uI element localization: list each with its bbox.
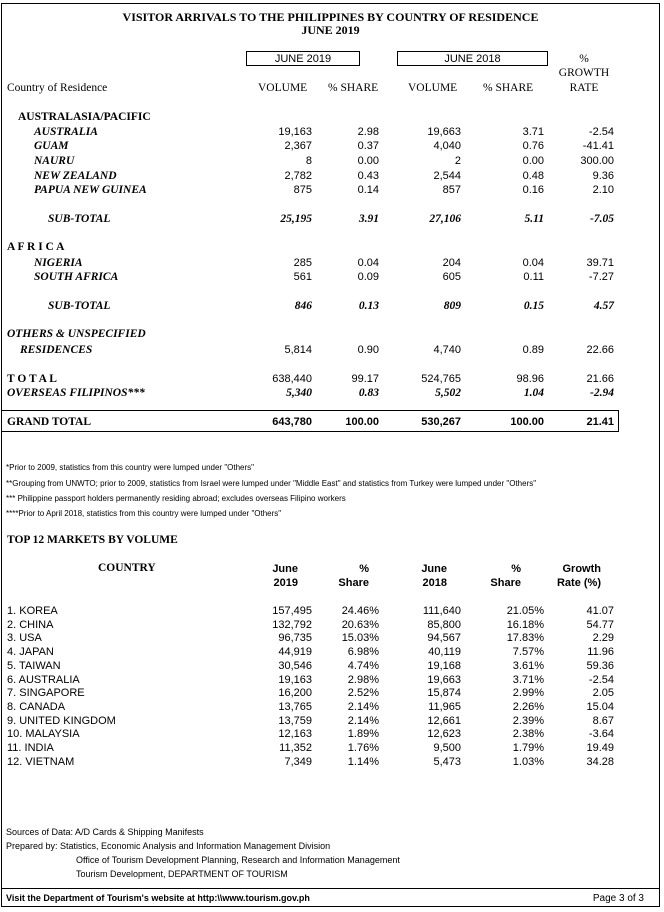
market-growth: 15.04 xyxy=(586,701,614,713)
share-2018: 1.04 xyxy=(523,387,544,399)
market-volume-2019: 157,495 xyxy=(272,605,312,617)
volume-2018: 605 xyxy=(442,271,461,283)
footnote: **Grouping from UNWTO; prior to 2009, statistics from Israel were lumped under "Middle East" and statistics from Turkey were lumped under "Others" xyxy=(6,479,537,488)
market-row xyxy=(2,604,659,618)
table-row xyxy=(2,139,659,153)
sources-line: Sources of Data: A/D Cards & Shipping Manifests xyxy=(6,827,204,837)
others-row xyxy=(2,343,659,357)
market-country: 11. INDIA xyxy=(7,742,54,754)
market-share-2018: 2.39% xyxy=(512,715,544,727)
top12-header-pct-2019: % xyxy=(359,563,369,575)
volume-2018: 857 xyxy=(442,184,461,196)
market-volume-2019: 7,349 xyxy=(284,756,312,768)
share-2018: 5.11 xyxy=(524,213,544,225)
volume-2019: 5,340 xyxy=(286,387,312,399)
market-growth: 59.36 xyxy=(586,660,614,672)
market-share-2019: 1.89% xyxy=(347,728,379,740)
header-growth: GROWTH xyxy=(558,67,610,79)
volume-2019: 8 xyxy=(305,155,312,167)
region-australasia: AUSTRALASIA/PACIFIC xyxy=(18,111,151,123)
growth-rate: 21.41 xyxy=(586,416,614,428)
volume-2019: 5,814 xyxy=(284,344,312,356)
market-volume-2019: 11,352 xyxy=(279,742,312,754)
country-name: AUSTRALIA xyxy=(34,126,98,138)
share-2019: 0.83 xyxy=(358,387,379,399)
share-2018: 0.11 xyxy=(523,271,544,283)
market-volume-2019: 13,765 xyxy=(278,701,312,713)
overseas-filipinos-label: OVERSEAS FILIPINOS*** xyxy=(7,387,145,399)
market-country: 4. JAPAN xyxy=(7,646,54,658)
market-share-2019: 2.14% xyxy=(347,715,379,727)
growth-rate: 9.36 xyxy=(592,170,614,182)
market-volume-2019: 96,735 xyxy=(278,632,312,644)
header-volume-2018: VOLUME xyxy=(408,82,458,94)
total-row xyxy=(2,372,659,386)
subtotal-label: SUB-TOTAL xyxy=(48,213,111,225)
top12-header-growth: Growth xyxy=(562,563,601,575)
share-2018: 0.89 xyxy=(522,344,544,356)
top12-header-pct-2018: % xyxy=(511,563,521,575)
footnote: ****Prior to April 2018, statistics from this country were lumped under "Others" xyxy=(6,509,282,518)
country-name: PAPUA NEW GUINEA xyxy=(34,184,147,196)
volume-2018: 4,040 xyxy=(433,140,461,152)
market-volume-2018: 9,500 xyxy=(433,742,461,754)
volume-2018: 524,765 xyxy=(421,373,461,385)
market-country: 12. VIETNAM xyxy=(7,756,75,768)
growth-rate: -41.41 xyxy=(582,140,614,152)
market-country: 2. CHINA xyxy=(7,619,54,631)
share-2019: 0.09 xyxy=(357,271,379,283)
subtotal-row-africa xyxy=(2,299,659,313)
volume-2019: 2,367 xyxy=(284,140,312,152)
header-june-2018: JUNE 2018 xyxy=(397,51,548,66)
market-volume-2018: 5,473 xyxy=(433,756,461,768)
market-volume-2018: 19,168 xyxy=(427,660,461,672)
market-share-2019: 2.98% xyxy=(347,674,379,686)
share-2018: 0.48 xyxy=(522,170,544,182)
share-2019: 0.04 xyxy=(357,257,379,269)
market-share-2019: 2.52% xyxy=(347,687,379,699)
volume-2019: 2,782 xyxy=(284,170,312,182)
volume-2019: 638,440 xyxy=(272,373,312,385)
top12-header-share-2019: Share xyxy=(338,577,369,589)
share-2019: 2.98 xyxy=(357,126,379,138)
market-volume-2018: 94,567 xyxy=(427,632,461,644)
volume-2018: 809 xyxy=(443,300,461,312)
report-subtitle: JUNE 2019 xyxy=(301,23,360,37)
growth-rate: 21.66 xyxy=(586,373,614,385)
market-row xyxy=(2,659,659,673)
country-name: NIGERIA xyxy=(34,257,83,269)
growth-rate: -2.54 xyxy=(588,126,614,138)
share-2018: 0.76 xyxy=(522,140,544,152)
top12-header-rate: Rate (%) xyxy=(556,577,601,589)
market-share-2018: 2.99% xyxy=(512,687,544,699)
volume-2018: 204 xyxy=(442,257,461,269)
market-share-2018: 1.79% xyxy=(512,742,544,754)
market-share-2018: 21.05% xyxy=(506,605,544,617)
share-2018: 98.96 xyxy=(516,373,544,385)
share-2018: 0.16 xyxy=(522,184,544,196)
volume-2019: 19,163 xyxy=(278,126,312,138)
header-volume-2019: VOLUME xyxy=(258,82,308,94)
top12-header-share-2018: Share xyxy=(490,577,521,589)
volume-2019: 285 xyxy=(293,257,312,269)
market-country: 7. SINGAPORE xyxy=(7,687,85,699)
market-row xyxy=(2,755,659,769)
volume-2018: 19,663 xyxy=(427,126,461,138)
market-country: 5. TAIWAN xyxy=(7,660,61,672)
volume-2018: 530,267 xyxy=(421,416,461,428)
others-label-2: RESIDENCES xyxy=(20,344,93,356)
share-2019: 100.00 xyxy=(345,416,379,428)
market-volume-2019: 13,759 xyxy=(278,715,312,727)
market-share-2018: 2.38% xyxy=(512,728,544,740)
market-share-2018: 3.71% xyxy=(512,674,544,686)
market-share-2019: 1.76% xyxy=(347,742,379,754)
market-row xyxy=(2,631,659,645)
footnote: *Prior to 2009, statistics from this country were lumped under "Others" xyxy=(6,463,255,472)
market-share-2019: 24.46% xyxy=(341,605,379,617)
market-growth: 11.96 xyxy=(587,646,614,658)
market-growth: 41.07 xyxy=(586,605,614,617)
volume-2018: 5,502 xyxy=(435,387,461,399)
region-africa: A F R I C A xyxy=(7,241,65,253)
market-share-2019: 15.03% xyxy=(341,632,379,644)
header-growth-pct: % xyxy=(579,53,589,65)
market-country: 10. MALAYSIA xyxy=(7,728,80,740)
share-2019: 0.00 xyxy=(357,155,379,167)
subtotal-label: SUB-TOTAL xyxy=(48,300,111,312)
share-2019: 0.43 xyxy=(357,170,379,182)
market-volume-2019: 19,163 xyxy=(278,674,312,686)
table-row xyxy=(2,169,659,183)
grand-total-label: GRAND TOTAL xyxy=(7,416,92,428)
market-share-2018: 3.61% xyxy=(512,660,544,672)
market-share-2019: 20.63% xyxy=(341,619,379,631)
volume-2018: 2,544 xyxy=(433,170,461,182)
market-volume-2018: 15,874 xyxy=(427,687,461,699)
market-row xyxy=(2,741,659,755)
table-row xyxy=(2,183,659,197)
country-name: GUAM xyxy=(34,140,69,152)
market-growth: 19.49 xyxy=(586,742,614,754)
divider xyxy=(2,410,619,411)
volume-2019: 561 xyxy=(293,271,312,283)
market-share-2019: 1.14% xyxy=(347,756,379,768)
market-growth: -3.64 xyxy=(588,728,614,740)
market-row xyxy=(2,727,659,741)
market-share-2018: 16.18% xyxy=(506,619,544,631)
page-number: Page 3 of 3 xyxy=(592,893,644,904)
header-share-2018: % SHARE xyxy=(483,82,534,94)
total-label: T O T A L xyxy=(7,373,57,385)
market-country: 3. USA xyxy=(7,632,42,644)
market-growth: 34.28 xyxy=(586,756,614,768)
market-share-2018: 17.83% xyxy=(506,632,544,644)
share-2019: 99.17 xyxy=(351,373,379,385)
top12-title: TOP 12 MARKETS BY VOLUME xyxy=(7,534,178,546)
header-june-2019: JUNE 2019 xyxy=(246,51,360,66)
subtotal-row-australasia xyxy=(2,212,659,226)
growth-rate: -7.27 xyxy=(588,271,614,283)
share-2018: 0.15 xyxy=(523,300,544,312)
share-2018: 0.04 xyxy=(522,257,544,269)
market-volume-2018: 12,623 xyxy=(427,728,461,740)
market-volume-2019: 12,163 xyxy=(278,728,312,740)
share-2019: 0.14 xyxy=(357,184,379,196)
share-2019: 0.37 xyxy=(357,140,379,152)
market-country: 8. CANADA xyxy=(7,701,66,713)
prepared-by-line: Prepared by: Statistics, Economic Analysis and Information Management Division xyxy=(6,841,331,851)
header-rate: RATE xyxy=(569,82,599,94)
growth-rate: 22.66 xyxy=(586,344,614,356)
market-row xyxy=(2,673,659,687)
table-row xyxy=(2,256,659,270)
volume-2018: 27,106 xyxy=(429,213,461,225)
market-growth: 54.77 xyxy=(586,619,614,631)
country-name: SOUTH AFRICA xyxy=(34,271,119,283)
volume-2019: 875 xyxy=(293,184,312,196)
market-volume-2019: 132,792 xyxy=(272,619,312,631)
market-share-2018: 7.57% xyxy=(512,646,544,658)
top12-header-june2019: June xyxy=(272,563,298,575)
country-name: NEW ZEALAND xyxy=(34,170,117,182)
table-row xyxy=(2,125,659,139)
market-country: 9. UNITED KINGDOM xyxy=(7,715,116,727)
footer-divider xyxy=(2,888,659,889)
country-name: NAURU xyxy=(34,155,75,167)
share-2019: 0.90 xyxy=(357,344,379,356)
market-country: 6. AUSTRALIA xyxy=(7,674,80,686)
market-share-2019: 2.14% xyxy=(347,701,379,713)
market-share-2019: 6.98% xyxy=(347,646,379,658)
market-volume-2019: 44,919 xyxy=(278,646,312,658)
prepared-by-office: Office of Tourism Development Planning, Research and Information Management xyxy=(76,855,400,865)
grand-total-row xyxy=(2,415,659,429)
growth-rate: 39.71 xyxy=(586,257,614,269)
market-growth: 8.67 xyxy=(592,715,614,727)
share-2018: 3.71 xyxy=(522,126,544,138)
market-volume-2018: 12,661 xyxy=(427,715,461,727)
market-volume-2018: 19,663 xyxy=(427,674,461,686)
market-volume-2018: 11,965 xyxy=(428,701,461,713)
website-link[interactable]: Visit the Department of Tourism's website at http:\\www.tourism.gov.ph xyxy=(6,893,310,903)
growth-rate: 2.10 xyxy=(592,184,614,196)
share-2019: 0.13 xyxy=(358,300,379,312)
footnote: *** Philippine passport holders permanently residing abroad; excludes overseas Filipino workers xyxy=(6,494,346,503)
market-share-2018: 2.26% xyxy=(512,701,544,713)
growth-rate: -7.05 xyxy=(590,213,614,225)
divider xyxy=(2,431,619,432)
market-share-2018: 1.03% xyxy=(512,756,544,768)
report-title: VISITOR ARRIVALS TO THE PHILIPPINES BY COUNTRY OF RESIDENCE xyxy=(122,10,539,24)
prepared-by-department: Tourism Development, DEPARTMENT OF TOURISM xyxy=(76,869,288,879)
market-row xyxy=(2,686,659,700)
header-country-of-residence: Country of Residence xyxy=(7,82,108,94)
report-page xyxy=(1,3,660,907)
top12-header-2019: 2019 xyxy=(273,577,298,589)
market-volume-2018: 111,640 xyxy=(422,605,461,617)
others-label: OTHERS & UNSPECIFIED xyxy=(7,328,146,340)
volume-2018: 4,740 xyxy=(433,344,461,356)
growth-rate: -2.94 xyxy=(590,387,614,399)
market-country: 1. KOREA xyxy=(7,605,58,617)
market-volume-2019: 16,200 xyxy=(278,687,312,699)
top12-header-country: COUNTRY xyxy=(98,562,156,574)
table-row xyxy=(2,270,659,284)
market-growth: 2.29 xyxy=(592,632,614,644)
market-share-2019: 4.74% xyxy=(347,660,379,672)
market-volume-2018: 40,119 xyxy=(428,646,461,658)
overseas-filipinos-row xyxy=(2,386,659,400)
volume-2019: 25,195 xyxy=(280,213,312,225)
share-2018: 0.00 xyxy=(522,155,544,167)
volume-2019: 643,780 xyxy=(272,416,312,428)
top12-header-2018: 2018 xyxy=(422,577,447,589)
market-row xyxy=(2,618,659,632)
share-2019: 3.91 xyxy=(358,213,379,225)
market-row xyxy=(2,714,659,728)
volume-2019: 846 xyxy=(294,300,312,312)
market-growth: -2.54 xyxy=(588,674,614,686)
header-share-2019: % SHARE xyxy=(328,82,379,94)
top12-header-june2018: June xyxy=(421,563,447,575)
growth-rate: 300.00 xyxy=(580,155,614,167)
market-volume-2018: 85,800 xyxy=(427,619,461,631)
market-row xyxy=(2,645,659,659)
market-row xyxy=(2,700,659,714)
market-growth: 2.05 xyxy=(592,687,614,699)
market-volume-2019: 30,546 xyxy=(278,660,312,672)
volume-2018: 2 xyxy=(454,155,461,167)
share-2018: 100.00 xyxy=(510,416,544,428)
growth-rate: 4.57 xyxy=(593,300,614,312)
table-row xyxy=(2,154,659,168)
